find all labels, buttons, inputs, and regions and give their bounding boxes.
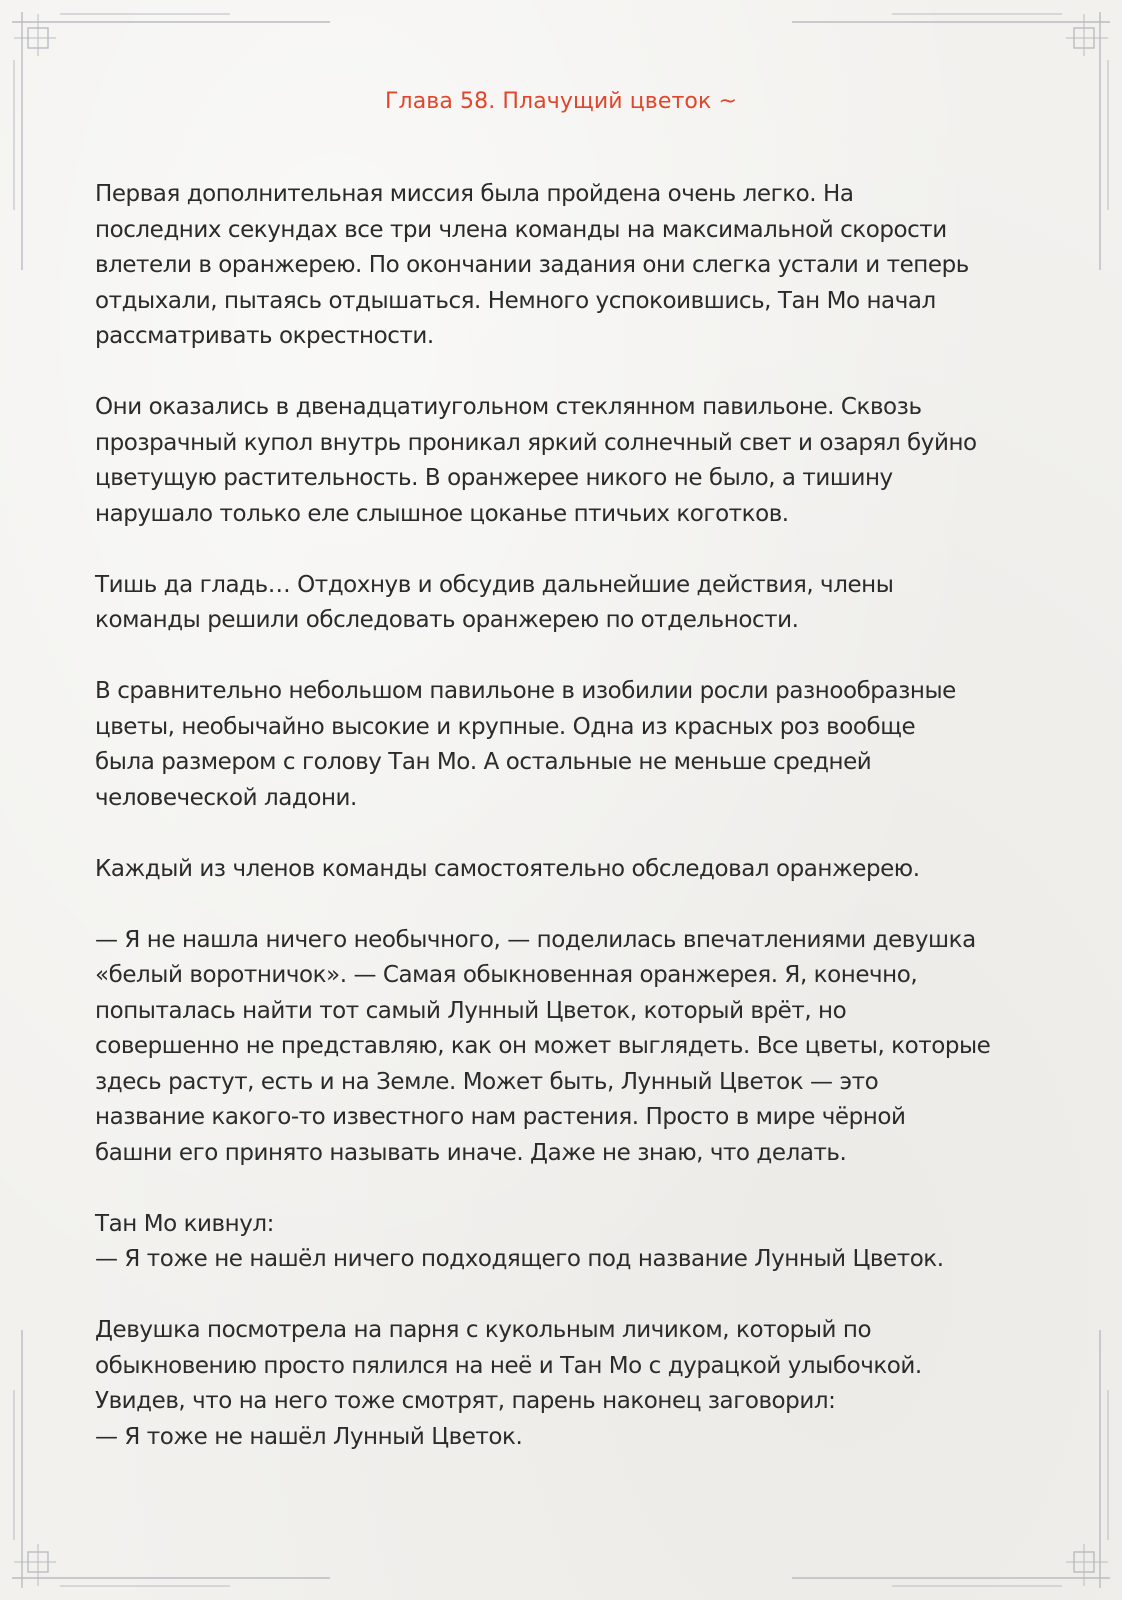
text-line: обыкновению просто пялился на неё и Тан Мо с дурацкой улыбочкой. <box>95 1352 922 1379</box>
text-line: попыталась найти тот самый Лунный Цветок, который врёт, но <box>95 997 847 1024</box>
text-line: Тишь да гладь… Отдохнув и обсудив дальнейшие действия, члены <box>95 571 894 598</box>
text-line: — Я не нашла ничего необычного, — поделилась впечатлениями девушка <box>95 926 976 953</box>
text-line: Девушка посмотрела на парня с кукольным личиком, который по <box>95 1317 872 1343</box>
text-line: В сравнительно небольшом павильоне в изобилии росли разнообразные <box>95 678 956 704</box>
paragraph <box>95 390 1035 532</box>
text-line: Каждый из членов команды самостоятельно обследовал оранжерею. <box>95 855 920 882</box>
paragraph <box>95 568 1035 639</box>
paragraph <box>95 1313 1035 1455</box>
paragraph <box>95 923 1035 1172</box>
text-line: совершенно не представляю, как он может выглядеть. Все цветы, которые <box>95 1033 991 1059</box>
paragraph <box>95 674 1035 816</box>
paragraph <box>95 177 1035 355</box>
text-line: прозрачный купол внутрь проникал яркий солнечный свет и озарял буйно <box>95 429 977 456</box>
text-line: отдыхали, пытаясь отдышаться. Немного успокоившись, Тан Мо начал <box>95 287 936 314</box>
text-line: здесь растут, есть и на Земле. Может быть, Лунный Цветок — это <box>95 1068 879 1095</box>
paragraph <box>95 852 1035 888</box>
text-line: башни его принято называть иначе. Даже не знаю, что делать. <box>95 1139 847 1166</box>
text-line: нарушало только еле слышное цоканье птичьих коготков. <box>95 500 789 527</box>
text-line: цветущую растительность. В оранжерее никого не было, а тишину <box>95 465 893 491</box>
paragraph <box>95 1207 1035 1278</box>
text-line: — Я тоже не нашёл ничего подходящего под название Лунный Цветок. <box>95 1246 944 1272</box>
chapter-title: Глава 58. Плачущий цветок ~ <box>385 89 737 114</box>
text-line: Увидев, что на него тоже смотрят, парень наконец заговорил: <box>95 1388 836 1414</box>
text-line: человеческой ладони. <box>95 784 357 811</box>
text-line: — Я тоже не нашёл Лунный Цветок. <box>95 1423 523 1450</box>
text-line: Первая дополнительная миссия была пройдена очень легко. На <box>95 181 854 207</box>
text-line: «белый воротничок». — Самая обыкновенная оранжерея. Я, конечно, <box>95 962 918 988</box>
text-line: команды решили обследовать оранжерею по отдельности. <box>95 607 799 633</box>
text-line: влетели в оранжерею. По окончании задания они слегка устали и теперь <box>95 252 969 278</box>
text-line: название какого-то известного нам растения. Просто в мире чёрной <box>95 1104 906 1130</box>
text-line: цветы, необычайно высокие и крупные. Одна из красных роз вообще <box>95 713 916 740</box>
text-line: была размером с голову Тан Мо. А остальные не меньше средней <box>95 749 872 775</box>
chapter-body <box>95 177 1035 1491</box>
text-line: рассматривать окрестности. <box>95 323 434 349</box>
text-line: Тан Мо кивнул: <box>95 1210 274 1237</box>
text-line: последних секундах все три члена команды на максимальной скорости <box>95 216 947 243</box>
text-line: Они оказались в двенадцатиугольном стеклянном павильоне. Сквозь <box>95 394 922 420</box>
